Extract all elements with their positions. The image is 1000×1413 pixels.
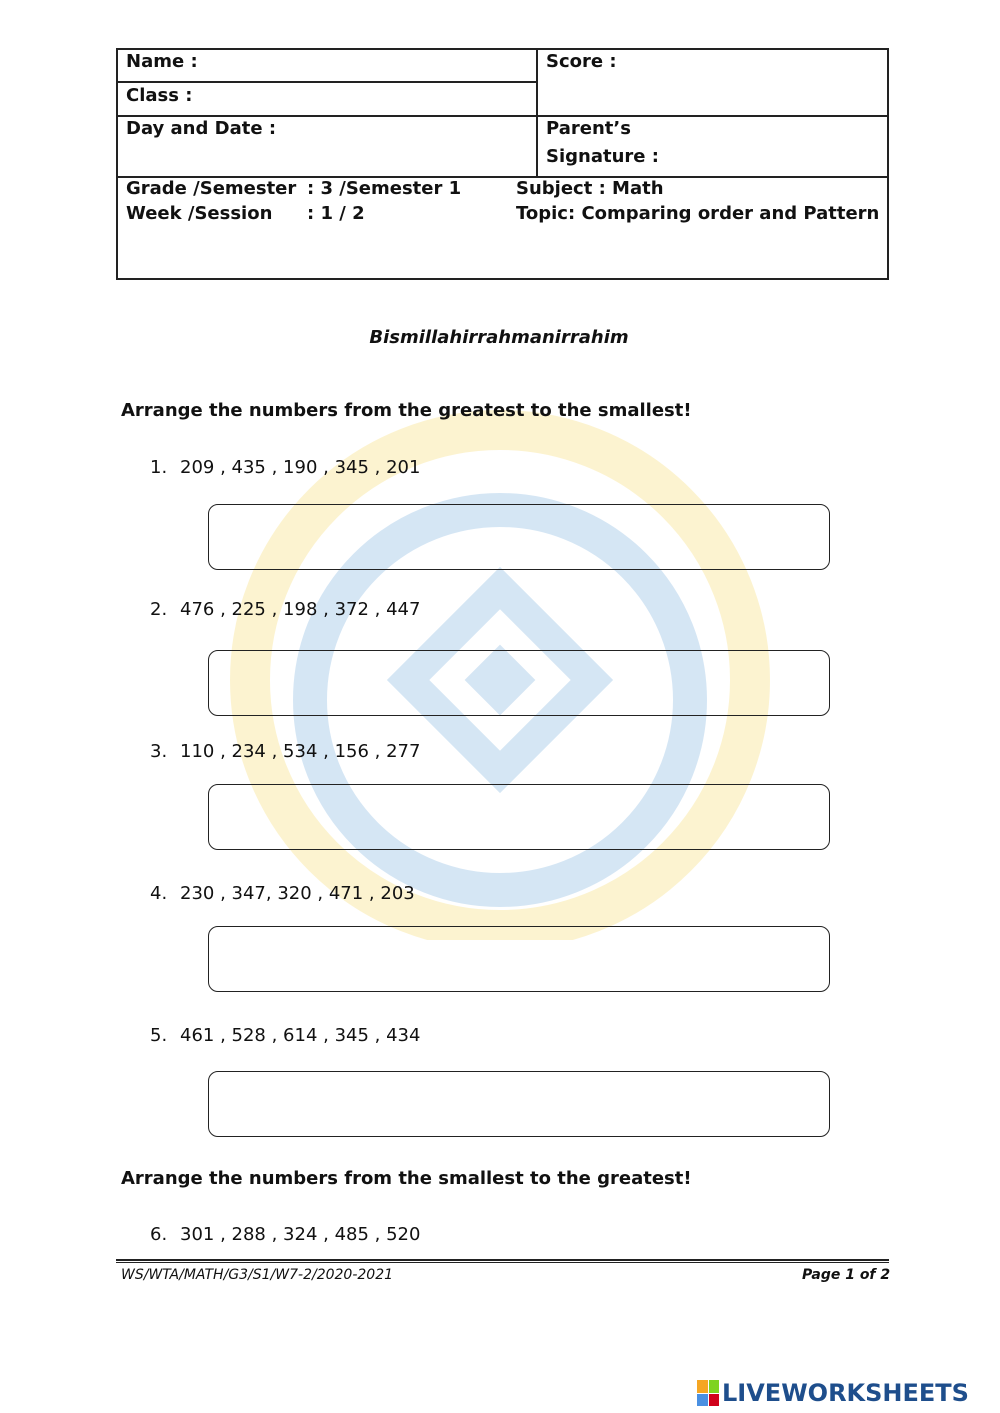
footer-code: WS/WTA/MATH/G3/S1/W7-2/2020-2021	[121, 1267, 394, 1283]
problem-values: 230 , 347, 320 , 471 , 203	[180, 883, 415, 904]
footer-page-number: Page 1 of 2	[802, 1267, 891, 1283]
section1-instruction: Arrange the numbers from the greatest to the smallest!	[121, 400, 692, 421]
section2-instruction: Arrange the numbers from the smallest to the greatest!	[121, 1168, 692, 1189]
greeting-text: Bismillahirrahmanirrahim	[369, 327, 629, 348]
parent-label: Parent’s	[546, 118, 631, 139]
answer-box-4[interactable]	[208, 926, 830, 992]
problem-number: 4.	[150, 883, 168, 904]
footer-divider-thin	[116, 1262, 889, 1263]
grade-label: Grade /Semester	[126, 178, 297, 199]
problem-number: 2.	[150, 599, 168, 620]
problem-number: 6.	[150, 1224, 168, 1245]
signature-label: Signature :	[546, 146, 659, 167]
problem-values: 301 , 288 , 324 , 485 , 520	[180, 1224, 421, 1245]
problem-3	[150, 741, 420, 763]
grade-value: : 3 /Semester 1	[307, 178, 462, 199]
problem-5	[150, 1025, 420, 1047]
problem-values: 110 , 234 , 534 , 156 , 277	[180, 741, 421, 762]
topic-label: Topic: Comparing order and Pattern	[516, 203, 880, 224]
week-value: : 1 / 2	[307, 203, 365, 224]
problem-values: 209 , 435 , 190 , 345 , 201	[180, 457, 421, 478]
problem-values: 461 , 528 , 614 , 345 , 434	[180, 1025, 421, 1046]
footer-divider	[116, 1259, 889, 1261]
problem-number: 1.	[150, 457, 168, 478]
liveworksheets-logo-icon	[697, 1380, 719, 1406]
problem-2	[150, 599, 420, 621]
problem-values: 476 , 225 , 198 , 372 , 447	[180, 599, 421, 620]
answer-box-1[interactable]	[208, 504, 830, 570]
score-label: Score :	[546, 51, 617, 72]
problem-number: 3.	[150, 741, 168, 762]
answer-box-2[interactable]	[208, 650, 830, 716]
answer-box-3[interactable]	[208, 784, 830, 850]
week-label: Week /Session	[126, 203, 273, 224]
liveworksheets-logo-text: LIVEWORKSHEETS	[722, 1379, 969, 1407]
liveworksheets-logo	[697, 1378, 969, 1408]
subject-label: Subject : Math	[516, 178, 664, 199]
problem-4	[150, 883, 415, 905]
problem-1	[150, 457, 420, 479]
class-label: Class :	[126, 85, 193, 106]
name-label: Name :	[126, 51, 198, 72]
day-date-label: Day and Date :	[126, 118, 277, 139]
problem-6	[150, 1224, 420, 1246]
problem-number: 5.	[150, 1025, 168, 1046]
answer-box-5[interactable]	[208, 1071, 830, 1137]
